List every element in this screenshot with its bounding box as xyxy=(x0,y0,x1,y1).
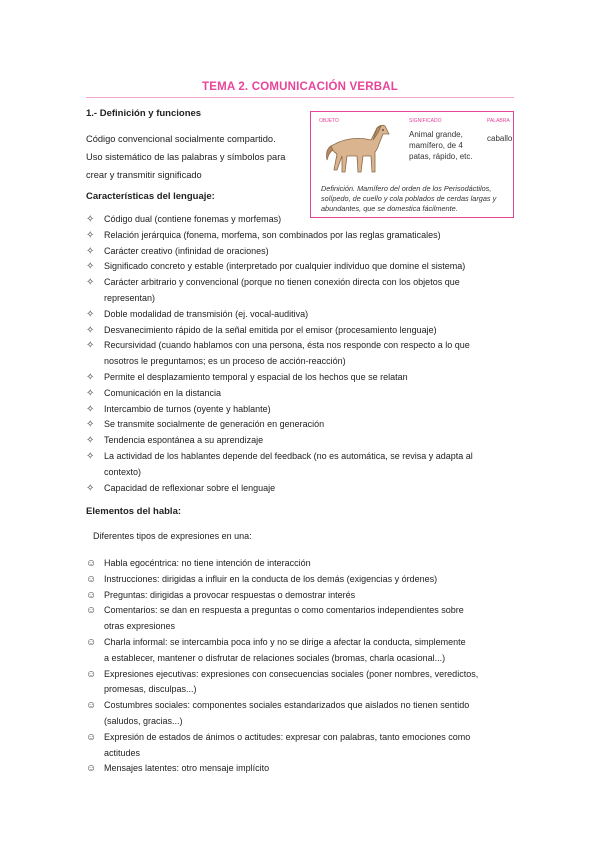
list-item xyxy=(86,667,516,699)
list-item-text: Capacidad de reflexionar sobre el lenguaje xyxy=(104,482,276,493)
bullet-icon: ✧ xyxy=(86,261,95,273)
bullet-icon: ☺ xyxy=(86,636,97,648)
list-item xyxy=(86,698,516,730)
list-item-text: Comentarios: se dan en respuesta a preguntas o como comentarios independientes sobre xyxy=(104,605,464,616)
list-item-text: Preguntas: dirigidas a provocar respuestas o demostrar interés xyxy=(104,589,356,600)
list-item-text: otras expresiones xyxy=(104,621,176,632)
bullet-icon: ☺ xyxy=(86,668,97,680)
list-item-text: Recursividad (cuando hablamos con una persona, ésta nos responde con respecto a lo que xyxy=(104,340,470,351)
list-item xyxy=(86,761,516,777)
box-header-object: OBJETO xyxy=(319,118,339,124)
list-item-text: Comunicación en la distancia xyxy=(104,387,222,398)
list-item xyxy=(86,588,516,604)
bullet-icon: ✧ xyxy=(86,450,95,462)
list-item xyxy=(86,212,516,228)
list-item xyxy=(86,386,516,402)
bullet-icon: ✧ xyxy=(86,308,95,320)
bullet-icon: ✧ xyxy=(86,340,95,352)
intro-line: Código convencional socialmente compartido. xyxy=(86,134,276,144)
list-item-text: Habla egocéntrica: no tiene intención de interacción xyxy=(104,558,311,568)
list-item xyxy=(86,572,516,588)
list-item-text: promesas, disculpas...) xyxy=(104,684,197,695)
page-title: TEMA 2. COMUNICACIÓN VERBAL xyxy=(201,81,398,93)
bullet-icon: ✧ xyxy=(86,482,95,494)
semiotic-triangle-box xyxy=(310,111,514,218)
box-meaning-text: Animal grande, mamífero, de 4 patas, rápido, etc. xyxy=(409,130,473,161)
section-heading-characteristics: Características del lenguaje: xyxy=(86,191,215,202)
list-item-text: Relación jerárquica (fonema, morfema, son combinados por las reglas gramaticales) xyxy=(104,229,441,240)
list-item xyxy=(86,635,516,667)
intro-line: crear y transmitir significado xyxy=(86,170,202,180)
bullet-icon: ✧ xyxy=(86,435,95,447)
bullet-icon: ✧ xyxy=(86,214,95,225)
bullet-icon: ✧ xyxy=(86,371,95,383)
list-item-text: contexto) xyxy=(104,466,142,477)
bullet-icon: ☺ xyxy=(86,763,97,775)
list-item-text: Tendencia espontánea a su aprendizaje xyxy=(104,435,264,446)
list-item-text: Se transmite socialmente de generación en generación xyxy=(104,419,325,430)
list-item xyxy=(86,370,516,386)
list-item xyxy=(86,323,516,339)
bullet-icon: ☺ xyxy=(86,700,97,712)
section-heading-definition: 1.- Definición y funciones xyxy=(86,108,202,119)
bullet-icon: ☺ xyxy=(86,589,97,601)
title-divider xyxy=(86,97,514,98)
box-header-word: PALABRA xyxy=(487,118,510,124)
section-heading-speech: Elementos del habla: xyxy=(86,506,182,517)
horse-icon xyxy=(319,120,399,180)
list-item xyxy=(86,402,516,418)
bullet-icon: ☺ xyxy=(86,573,97,585)
bullet-icon: ✧ xyxy=(86,403,95,415)
list-item xyxy=(86,433,516,449)
speech-subheading: Diferentes tipos de expresiones en una: xyxy=(93,531,252,541)
list-item-text: Permite el desplazamiento temporal y espacial de los hechos que se relatan xyxy=(104,371,408,382)
list-item-text: (saludos, gracias...) xyxy=(104,715,183,726)
bullet-icon: ☺ xyxy=(86,605,97,617)
list-item-text: Carácter creativo (infinidad de oraciones) xyxy=(104,245,269,256)
list-item-text: representan) xyxy=(104,292,156,303)
list-item-text: Doble modalidad de transmisión (ej. vocal-auditiva) xyxy=(104,308,309,319)
list-item xyxy=(86,556,516,572)
list-item-text: Costumbres sociales: componentes sociales estandarizados que aislados no tienen sentido xyxy=(104,700,470,711)
box-word-text: caballo xyxy=(487,134,513,143)
list-item-text: Expresión de estados de ánimos o actitudes: expresar con palabras, tanto emociones como xyxy=(104,731,471,742)
list-item xyxy=(86,603,516,635)
list-item-text: actitudes xyxy=(104,747,141,758)
intro-paragraph xyxy=(86,130,308,184)
list-item-text: Desvanecimiento rápido de la señal emitida por el emisor (procesamiento lenguaje) xyxy=(104,324,437,335)
list-item xyxy=(86,338,516,370)
speech-elements-list xyxy=(86,556,516,777)
intro-line: Uso sistemático de las palabras y símbolos para xyxy=(86,152,286,162)
list-item-text: Intercambio de turnos (oyente y hablante) xyxy=(104,403,271,414)
list-item xyxy=(86,417,516,433)
list-item-text: Instrucciones: dirigidas a influir en la conducta de los demás (exigencias y órdenes) xyxy=(104,573,438,584)
list-item xyxy=(86,275,516,307)
characteristics-list xyxy=(86,212,516,496)
box-definition-text: Definición. Mamífero del orden de los Perisodáctilos, solípedo, de cuello y cola poblados de cerdas largas y abundantes, que se domestica fácilmente. xyxy=(321,184,497,213)
list-item-text: Carácter arbitrario y convencional (porque no tienen conexión directa con los objetos que xyxy=(104,277,460,288)
bullet-icon: ☺ xyxy=(86,731,97,743)
list-item-text: Significado concreto y estable (interpretado por cualquier individuo que domine el sistema) xyxy=(104,261,466,272)
bullet-icon: ✧ xyxy=(86,245,95,257)
list-item xyxy=(86,449,516,481)
list-item-text: nosotros le preguntamos; es un proceso de acción-reacción) xyxy=(104,356,346,367)
list-item xyxy=(86,730,516,762)
list-item xyxy=(86,244,516,260)
bullet-icon: ✧ xyxy=(86,324,95,336)
list-item-text: La actividad de los hablantes depende del feedback (no es automática, se revisa y adapta al xyxy=(104,450,473,461)
list-item-text: Mensajes latentes: otro mensaje implícito xyxy=(104,763,270,774)
bullet-icon: ☺ xyxy=(86,558,97,569)
list-item xyxy=(86,228,516,244)
list-item-text: a establecer, mantener o disfrutar de relaciones sociales (bromas, charla ocasional...) xyxy=(104,652,446,663)
box-header-meaning: SIGNIFICADO xyxy=(409,118,442,124)
list-item-text: Código dual (contiene fonemas y morfemas) xyxy=(104,214,282,224)
list-item xyxy=(86,259,516,275)
bullet-icon: ✧ xyxy=(86,387,95,399)
list-item xyxy=(86,307,516,323)
bullet-icon: ✧ xyxy=(86,419,95,431)
bullet-icon: ✧ xyxy=(86,277,95,289)
bullet-icon: ✧ xyxy=(86,229,95,241)
list-item-text: Charla informal: se intercambia poca info y no se dirige a afectar la conducta, simplemente xyxy=(104,636,466,647)
list-item-text: Expresiones ejecutivas: expresiones con consecuencias sociales (poner nombres, veredictos, xyxy=(104,668,479,679)
list-item xyxy=(86,481,516,497)
